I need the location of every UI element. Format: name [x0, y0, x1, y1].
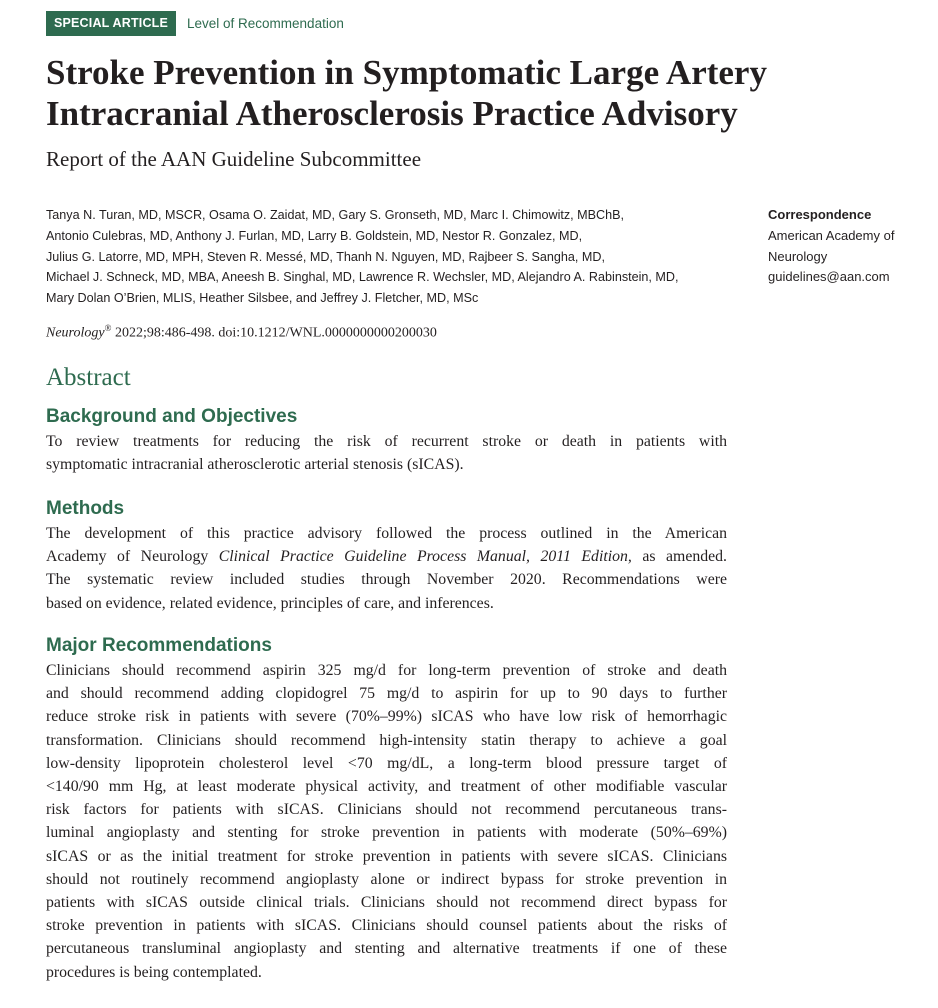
- correspondence-email[interactable]: guidelines@aan.com: [768, 269, 890, 285]
- correspondence-line: American Academy of: [768, 227, 895, 243]
- text-line: The development of this practice advisory followed the process outlined in the American: [46, 525, 727, 542]
- author-line: Tanya N. Turan, MD, MSCR, Osama O. Zaidat, MD, Gary S. Gronseth, MD, Marc I. Chimowitz, MBChB,: [46, 208, 625, 222]
- recommendations-heading: Major Recommendations: [46, 635, 272, 656]
- correspondence-heading: Correspondence: [768, 207, 872, 222]
- text-line: symptomatic intracranial atherosclerotic arterial stenosis (sICAS).: [46, 456, 464, 474]
- author-line: Antonio Culebras, MD, Anthony J. Furlan, MD, Larry B. Goldstein, MD, Nestor R. Gonzalez, MD,: [46, 228, 583, 243]
- text-line: low-density lipoprotein cholesterol level <70 mg/dL, a long-term blood pressure target of: [46, 754, 727, 772]
- methods-heading: Methods: [46, 498, 125, 519]
- author-line: Mary Dolan O’Brien, MLIS, Heather Silsbee, and Jeffrey J. Fletcher, MD, MSc: [46, 291, 479, 306]
- background-text: [46, 430, 727, 476]
- text-line: and should recommend adding clopidogrel 75 mg/d to aspirin for up to 90 days to further: [46, 685, 727, 703]
- background-heading: Background and Objectives: [46, 406, 298, 427]
- article-subtitle: Report of the AAN Guideline Subcommittee: [46, 147, 422, 171]
- manual-title: Clinical Practice Guideline Process Manual, 2011 Edition,: [218, 548, 632, 566]
- author-line: Michael J. Schneck, MD, MBA, Aneesh B. Singhal, MD, Lawrence R. Wechsler, MD, Alejandro A. Rabinstein, MD,: [46, 270, 679, 285]
- text-segment: as amended.: [631, 548, 727, 566]
- citation: [46, 318, 437, 344]
- text-segment: Academy of Neurology: [46, 548, 219, 566]
- text-line: sICAS or as the initial treatment for stroke prevention in patients with severe sICAS. Clinicians: [46, 847, 727, 865]
- article-title: [46, 52, 906, 134]
- recommendation-category: Level of Recommendation: [187, 16, 344, 31]
- text-line: reduce stroke risk in patients with severe (70%–99%) sICAS who have low risk of hemorrhagic: [46, 708, 727, 726]
- text-line: based on evidence, related evidence, principles of care, and inferences.: [46, 594, 494, 612]
- text-line: patients with sICAS outside clinical trials. Clinicians should not recommend direct bypass for: [46, 894, 727, 912]
- text-line: <140/90 mm Hg, at least moderate physical activity, and treatment of other modifiable vascular: [46, 778, 727, 796]
- text-line: transformation. Clinicians should recommend high-intensity statin therapy to achieve a goal: [46, 731, 727, 749]
- citation-details: 2022;98:486-498. doi:10.1212/WNL.0000000000200030: [111, 325, 437, 341]
- text-line: risk factors for patients with sICAS. Clinicians should not recommend percutaneous trans-: [46, 801, 727, 819]
- correspondence-line: Neurology: [768, 248, 828, 264]
- text-line: should not routinely recommend angioplasty alone or indirect bypass for stroke prevention in: [46, 870, 727, 888]
- article-title-line-2: Intracranial Atherosclerosis Practice Advisory: [46, 94, 738, 133]
- author-line: Julius G. Latorre, MD, MPH, Steven R. Messé, MD, Thanh N. Nguyen, MD, Rajbeer S. Sangha, MD,: [46, 249, 605, 264]
- recommendations-text: [46, 659, 727, 984]
- correspondence-block: [768, 205, 933, 288]
- article-type-badge: SPECIAL ARTICLE: [46, 11, 176, 36]
- registered-mark: ®: [104, 323, 112, 333]
- journal-name: Neurology: [46, 325, 105, 341]
- text-line: [46, 545, 727, 568]
- text-line: percutaneous transluminal angioplasty and stenting and alternative treatments if one of these: [46, 940, 727, 958]
- text-line: stroke prevention in patients with sICAS. Clinicians should counsel patients about the risks of: [46, 917, 727, 935]
- text-line: To review treatments for reducing the risk of recurrent stroke or death in patients with: [46, 433, 727, 450]
- author-list: [46, 205, 746, 309]
- text-line: luminal angioplasty and stenting for stroke prevention in patients with moderate (50%–69%): [46, 824, 727, 842]
- article-title-line-1: Stroke Prevention in Symptomatic Large Artery: [46, 53, 767, 92]
- text-line: Clinicians should recommend aspirin 325 mg/d for long-term prevention of stroke and death: [46, 662, 727, 679]
- text-line: procedures is being contemplated.: [46, 963, 262, 981]
- text-line: The systematic review included studies through November 2020. Recommendations were: [46, 571, 727, 589]
- methods-text: [46, 522, 727, 615]
- abstract-heading: Abstract: [46, 364, 131, 391]
